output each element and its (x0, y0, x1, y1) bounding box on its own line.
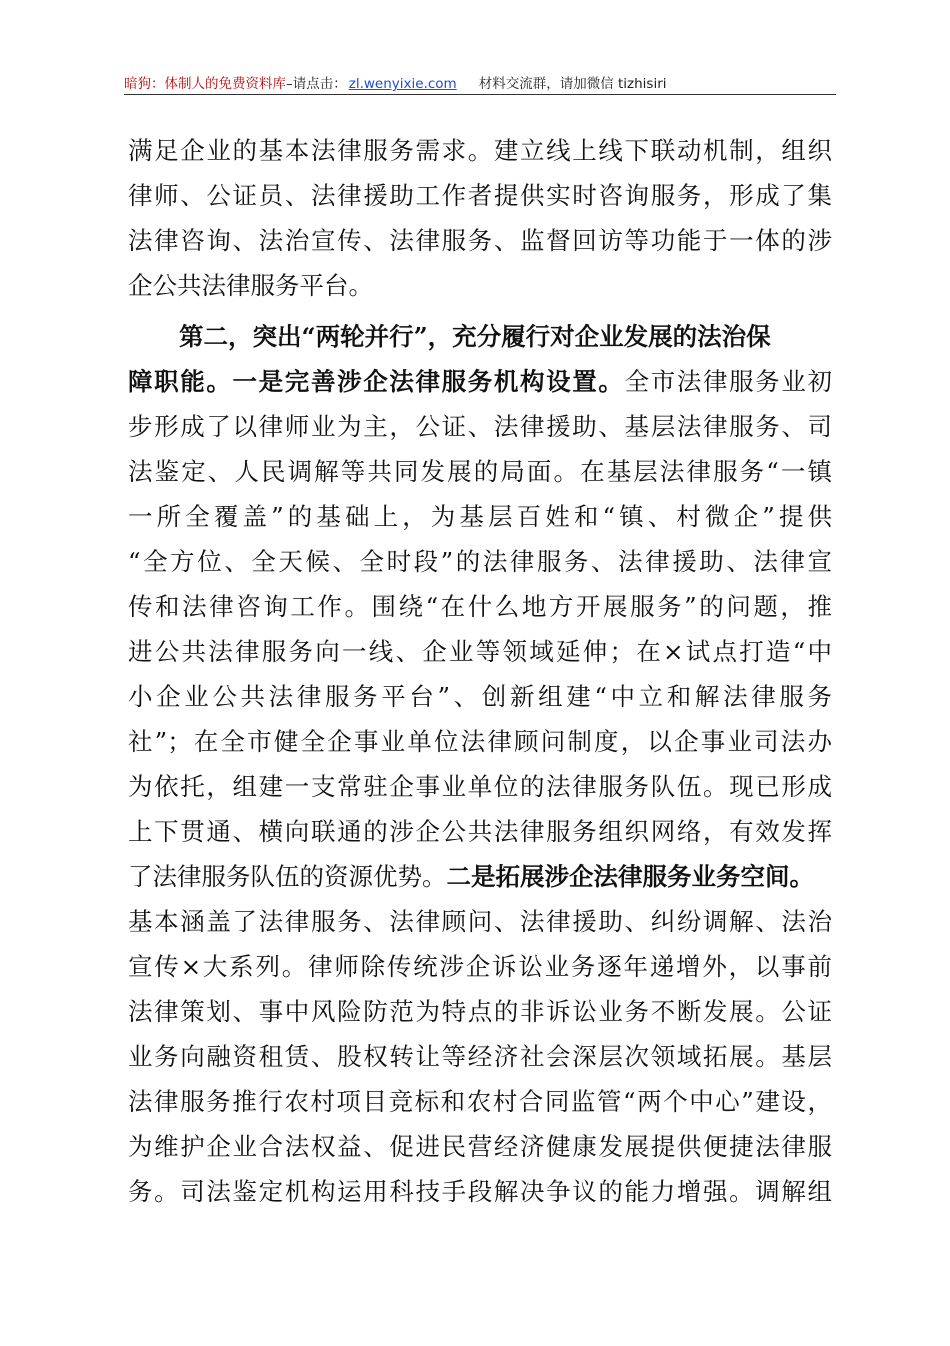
subheading-2: 二是拓展涉企法律服务业务空间。 (446, 862, 814, 891)
text-line: 上下贯通、横向联通的涉企公共法律服务组织网络，有效发挥 (128, 817, 832, 846)
text-line: 法律服务推行农村项目竞标和农村合同监管“两个中心”建设， (128, 1087, 832, 1116)
text-line: 律师、公证员、法律援助工作者提供实时咨询服务，形成了集 (128, 181, 832, 210)
text-line: 法鉴定、人民调解等共同发展的局面。在基层法律服务“一镇 (128, 457, 832, 486)
text-line: 进公共法律服务向一线、企业等领域延伸；在×试点打造“中 (128, 637, 832, 666)
subheading-1: 障职能。一是完善涉企法律服务机构设置。 (128, 367, 625, 396)
header-contact: 材料交流群，请加微信 tizhisiri (478, 76, 667, 92)
text-line: 法律策划、事中风险防范为特点的非诉讼业务不断发展。公证 (128, 997, 832, 1026)
paragraph-2 (128, 314, 832, 1214)
text-line: 务。司法鉴定机构运用科技手段解决争议的能力增强。调解组 (128, 1177, 832, 1206)
text-line: 企公共法律服务平台。 (128, 271, 373, 300)
text-line: “全方位、全天候、全时段”的法律服务、法律援助、法律宣 (128, 547, 832, 576)
watermark-header (124, 72, 836, 95)
header-site-name: 暗狗：体制人的免费资料库 (124, 76, 286, 92)
text-run: 了法律服务队伍的资源优势。 (128, 862, 447, 891)
text-line: 基本涵盖了法律服务、法律顾问、法律援助、纠纷调解、法治 (128, 907, 832, 936)
text-line (128, 854, 832, 899)
text-line: 社”；在全市健全企事业单位法律顾问制度，以企事业司法办 (128, 727, 832, 756)
header-prompt: –请点击： (286, 76, 347, 92)
text-line: 步形成了以律师业为主，公证、法律援助、基层法律服务、司 (128, 412, 832, 441)
text-line: 为依托，组建一支常驻企事业单位的法律服务队伍。现已形成 (128, 772, 832, 801)
section-heading-line: 第二，突出“两轮并行”，充分履行对企业发展的法治保 (179, 322, 771, 351)
text-line: 业务向融资租赁、股权转让等经济社会深层次领域拓展。基层 (128, 1042, 832, 1071)
text-line: 满足企业的基本法律服务需求。建立线上线下联动机制，组织 (128, 136, 832, 165)
text-line: 宣传×大系列。律师除传统涉企诉讼业务逐年递增外，以事前 (128, 952, 832, 981)
text-line: 一所全覆盖”的基础上，为基层百姓和“镇、村微企”提供 (128, 502, 832, 531)
text-line (128, 359, 832, 404)
text-line: 小企业公共法律服务平台”、创新组建“中立和解法律服务 (128, 682, 832, 711)
text-line: 为维护企业合法权益、促进民营经济健康发展提供便捷法律服 (128, 1132, 832, 1161)
header-link[interactable]: zl.wenyixie.com (348, 76, 457, 92)
text-line: 传和法律咨询工作。围绕“在什么地方开展服务”的问题，推 (128, 592, 832, 621)
paragraph-1 (128, 128, 832, 308)
text-run: 全市法律服务业初 (624, 367, 832, 396)
text-line: 法律咨询、法治宣传、法律服务、监督回访等功能于一体的涉 (128, 226, 832, 255)
document-body (128, 128, 832, 1214)
